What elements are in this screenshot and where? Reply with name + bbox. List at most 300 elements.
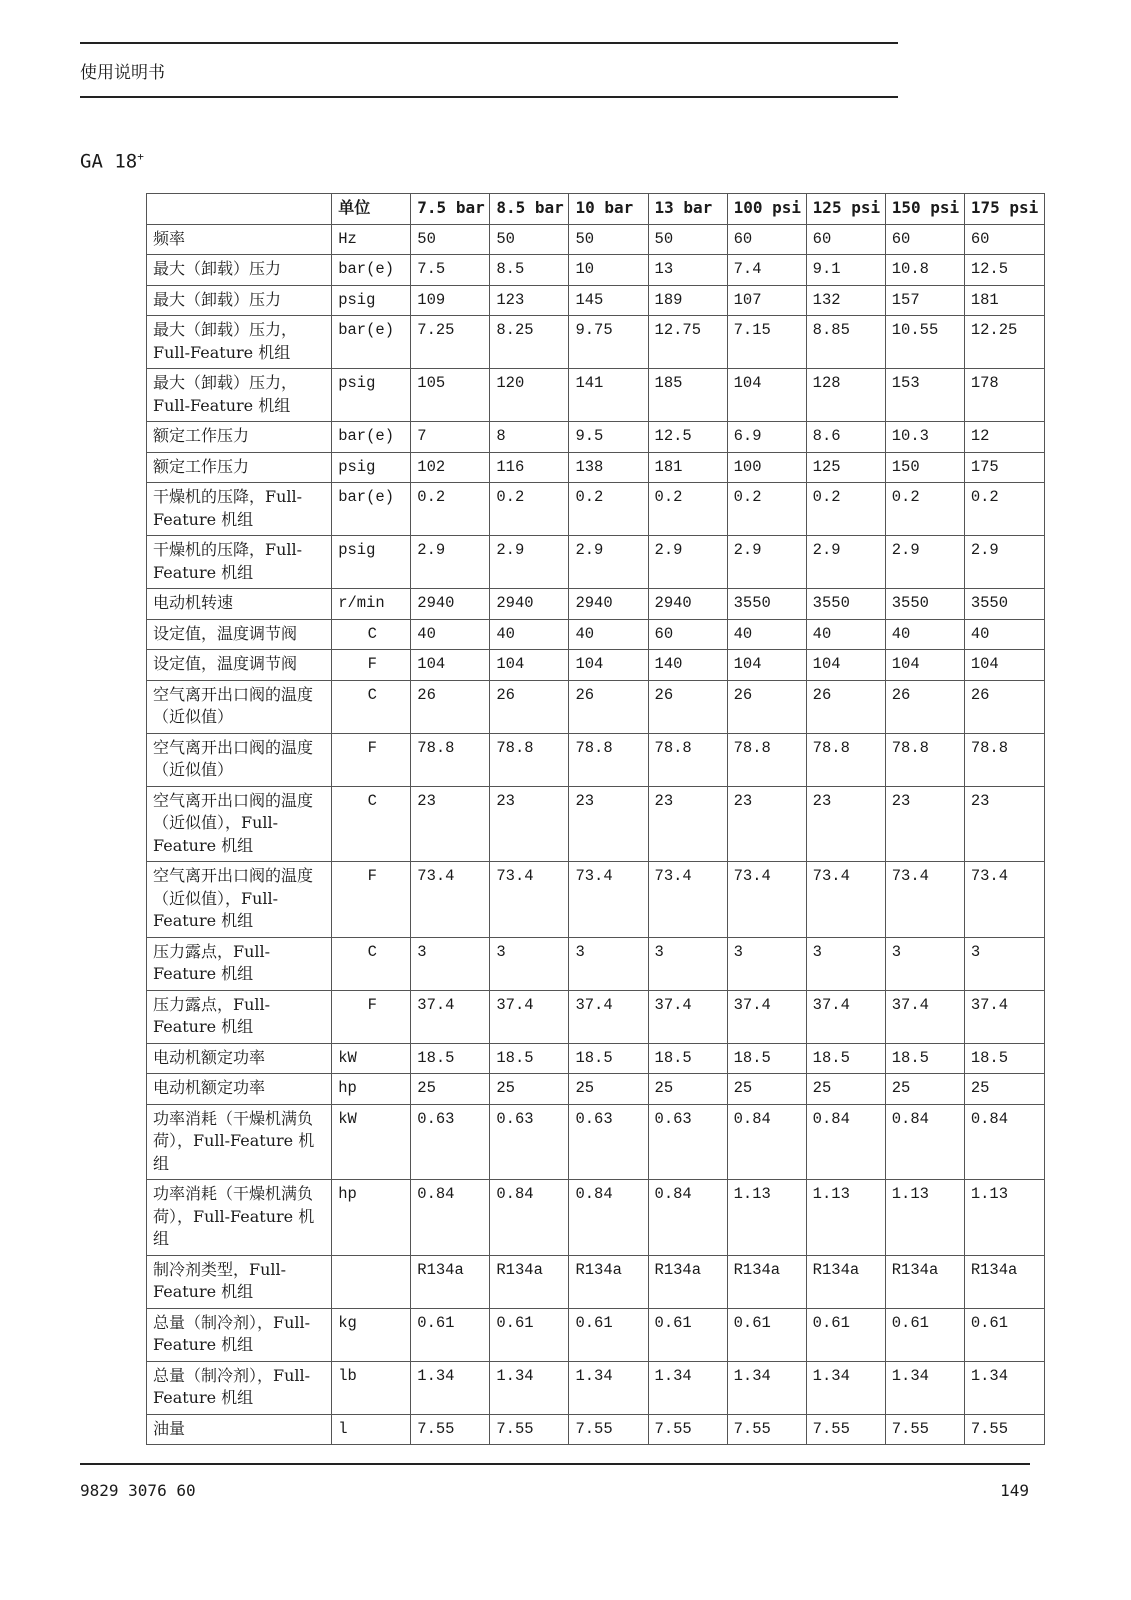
value-cell: 104 [490,650,569,681]
param-cell: 额定工作压力 [147,422,332,453]
value-cell: 153 [885,369,964,422]
model-superscript: + [137,150,144,163]
value-cell: 0.61 [490,1308,569,1361]
value-cell: 7.55 [806,1414,885,1445]
value-cell: 1.34 [727,1361,806,1414]
value-cell: 104 [885,650,964,681]
value-cell: 78.8 [806,733,885,786]
value-cell: 40 [490,619,569,650]
value-cell: 60 [648,619,727,650]
footer-page-number: 149 [1000,1481,1029,1500]
unit-cell: kW [332,1104,411,1180]
value-cell: 0.2 [964,483,1044,536]
value-cell: 26 [411,680,490,733]
param-cell: 总量（制冷剂），Full-Feature 机组 [147,1361,332,1414]
value-cell: 7.55 [490,1414,569,1445]
header-cell-column: 7.5 bar [411,194,490,225]
value-cell: 0.84 [964,1104,1044,1180]
value-cell: 40 [964,619,1044,650]
table-row [147,1074,1045,1105]
model-title [80,150,144,172]
value-cell: 23 [411,786,490,862]
value-cell: 0.2 [569,483,648,536]
unit-cell: C [332,786,411,862]
value-cell: 0.84 [411,1180,490,1256]
table-row [147,224,1045,255]
value-cell: 7.55 [411,1414,490,1445]
value-cell: 18.5 [411,1043,490,1074]
value-cell: R134a [411,1255,490,1308]
table-row [147,285,1045,316]
value-cell: 185 [648,369,727,422]
value-cell: 26 [806,680,885,733]
value-cell: 12.5 [964,255,1044,286]
unit-cell: r/min [332,589,411,620]
value-cell: 12.75 [648,316,727,369]
value-cell: 12.5 [648,422,727,453]
value-cell: 37.4 [727,990,806,1043]
value-cell: 60 [727,224,806,255]
value-cell: 116 [490,452,569,483]
value-cell: 141 [569,369,648,422]
value-cell: 40 [885,619,964,650]
value-cell: 23 [964,786,1044,862]
value-cell: 7.55 [885,1414,964,1445]
param-cell: 设定值，温度调节阀 [147,650,332,681]
table-header-row [147,194,1045,225]
value-cell: 0.84 [727,1104,806,1180]
value-cell: 40 [806,619,885,650]
value-cell: 3550 [727,589,806,620]
value-cell: 104 [411,650,490,681]
value-cell: 78.8 [569,733,648,786]
value-cell: 12 [964,422,1044,453]
header-rule-bottom [80,96,898,98]
value-cell: 23 [727,786,806,862]
value-cell: 0.84 [569,1180,648,1256]
table-row [147,1104,1045,1180]
unit-cell: F [332,990,411,1043]
value-cell: 0.2 [727,483,806,536]
value-cell: 50 [411,224,490,255]
value-cell: 189 [648,285,727,316]
value-cell: 0.84 [490,1180,569,1256]
value-cell: 0.2 [648,483,727,536]
value-cell: 60 [964,224,1044,255]
value-cell: 7.55 [569,1414,648,1445]
unit-cell: kg [332,1308,411,1361]
value-cell: 25 [648,1074,727,1105]
value-cell: 3 [885,937,964,990]
value-cell: 10.3 [885,422,964,453]
table-row [147,862,1045,938]
value-cell: 73.4 [806,862,885,938]
value-cell: 23 [885,786,964,862]
value-cell: 0.2 [490,483,569,536]
value-cell: 40 [569,619,648,650]
value-cell: 50 [490,224,569,255]
unit-cell: kW [332,1043,411,1074]
value-cell: 178 [964,369,1044,422]
value-cell: 23 [648,786,727,862]
value-cell: 37.4 [411,990,490,1043]
value-cell: 73.4 [727,862,806,938]
header-title: 使用说明书 [80,63,165,83]
value-cell: 125 [806,452,885,483]
value-cell: 2940 [569,589,648,620]
value-cell: 0.63 [490,1104,569,1180]
param-cell: 频率 [147,224,332,255]
value-cell: 6.9 [727,422,806,453]
value-cell: R134a [964,1255,1044,1308]
unit-cell: F [332,733,411,786]
unit-cell: C [332,937,411,990]
param-cell: 干燥机的压降，Full-Feature 机组 [147,483,332,536]
unit-cell: Hz [332,224,411,255]
param-cell: 最大（卸载）压力，Full-Feature 机组 [147,369,332,422]
header-cell-column: 175 psi [964,194,1044,225]
value-cell: 60 [885,224,964,255]
table-row [147,937,1045,990]
footer-rule [80,1463,1030,1465]
value-cell: 18.5 [490,1043,569,1074]
value-cell: 120 [490,369,569,422]
table-row [147,619,1045,650]
value-cell: 73.4 [411,862,490,938]
table-row [147,589,1045,620]
param-cell: 功率消耗（干燥机满负荷），Full-Feature 机组 [147,1180,332,1256]
table-row [147,1043,1045,1074]
value-cell: R134a [727,1255,806,1308]
value-cell: 3 [411,937,490,990]
value-cell: 37.4 [490,990,569,1043]
value-cell: 2940 [648,589,727,620]
value-cell: 0.84 [806,1104,885,1180]
value-cell: R134a [806,1255,885,1308]
value-cell: 7.5 [411,255,490,286]
value-cell: 0.84 [648,1180,727,1256]
value-cell: 23 [490,786,569,862]
table-row [147,680,1045,733]
param-cell: 空气离开出口阀的温度（近似值） [147,680,332,733]
param-cell: 压力露点，Full-Feature 机组 [147,990,332,1043]
value-cell: 2940 [490,589,569,620]
unit-cell: psig [332,369,411,422]
value-cell: 10 [569,255,648,286]
table-row [147,1180,1045,1256]
table-row [147,1255,1045,1308]
value-cell: 2.9 [727,536,806,589]
table-row [147,1414,1045,1445]
value-cell: 25 [411,1074,490,1105]
value-cell: 10.55 [885,316,964,369]
value-cell: 0.61 [806,1308,885,1361]
value-cell: 8.5 [490,255,569,286]
param-cell: 功率消耗（干燥机满负荷），Full-Feature 机组 [147,1104,332,1180]
param-cell: 电动机转速 [147,589,332,620]
value-cell: 78.8 [964,733,1044,786]
value-cell: 150 [885,452,964,483]
value-cell: 1.34 [411,1361,490,1414]
table-row [147,255,1045,286]
value-cell: 145 [569,285,648,316]
value-cell: 123 [490,285,569,316]
value-cell: 8.6 [806,422,885,453]
param-cell: 压力露点，Full-Feature 机组 [147,937,332,990]
unit-cell: C [332,619,411,650]
param-cell: 制冷剂类型，Full-Feature 机组 [147,1255,332,1308]
value-cell: 10.8 [885,255,964,286]
value-cell: 78.8 [490,733,569,786]
unit-cell: bar(e) [332,422,411,453]
value-cell: 9.75 [569,316,648,369]
unit-cell: l [332,1414,411,1445]
value-cell: 104 [727,650,806,681]
param-cell: 干燥机的压降，Full-Feature 机组 [147,536,332,589]
value-cell: 3550 [885,589,964,620]
value-cell: 105 [411,369,490,422]
value-cell: 18.5 [885,1043,964,1074]
value-cell: 23 [806,786,885,862]
value-cell: 13 [648,255,727,286]
param-cell: 最大（卸载）压力 [147,285,332,316]
value-cell: 2940 [411,589,490,620]
table-row [147,316,1045,369]
value-cell: 2.9 [964,536,1044,589]
value-cell: R134a [490,1255,569,1308]
value-cell: 0.2 [885,483,964,536]
value-cell: 138 [569,452,648,483]
value-cell: 18.5 [806,1043,885,1074]
value-cell: 40 [727,619,806,650]
value-cell: 26 [727,680,806,733]
value-cell: 7.25 [411,316,490,369]
value-cell: 18.5 [648,1043,727,1074]
unit-cell: F [332,650,411,681]
value-cell: 12.25 [964,316,1044,369]
value-cell: 3550 [806,589,885,620]
value-cell: 37.4 [648,990,727,1043]
value-cell: 175 [964,452,1044,483]
table-row [147,452,1045,483]
value-cell: 26 [490,680,569,733]
value-cell: 104 [964,650,1044,681]
value-cell: 132 [806,285,885,316]
value-cell: 50 [569,224,648,255]
value-cell: 128 [806,369,885,422]
value-cell: 140 [648,650,727,681]
value-cell: 73.4 [648,862,727,938]
value-cell: 78.8 [648,733,727,786]
header-cell-column: 13 bar [648,194,727,225]
table-row [147,483,1045,536]
value-cell: 8 [490,422,569,453]
value-cell: 78.8 [727,733,806,786]
param-cell: 空气离开出口阀的温度（近似值），Full-Feature 机组 [147,786,332,862]
table-row [147,1308,1045,1361]
value-cell: 9.1 [806,255,885,286]
table-row [147,786,1045,862]
value-cell: 104 [806,650,885,681]
value-cell: 2.9 [490,536,569,589]
table-row [147,422,1045,453]
header-cell-column: 150 psi [885,194,964,225]
value-cell: 37.4 [964,990,1044,1043]
value-cell: 26 [964,680,1044,733]
table-row [147,650,1045,681]
unit-cell: hp [332,1074,411,1105]
value-cell: 0.63 [648,1104,727,1180]
value-cell: 3 [648,937,727,990]
param-cell: 最大（卸载）压力 [147,255,332,286]
unit-cell: F [332,862,411,938]
unit-cell: lb [332,1361,411,1414]
value-cell: 73.4 [885,862,964,938]
value-cell: 78.8 [885,733,964,786]
value-cell: 3 [727,937,806,990]
param-cell: 总量（制冷剂），Full-Feature 机组 [147,1308,332,1361]
model-name: GA 18 [80,150,138,173]
table-row [147,1361,1045,1414]
value-cell: 37.4 [569,990,648,1043]
value-cell: 18.5 [964,1043,1044,1074]
value-cell: 181 [648,452,727,483]
value-cell: 2.9 [648,536,727,589]
value-cell: 8.25 [490,316,569,369]
value-cell: 1.13 [727,1180,806,1256]
value-cell: 3 [964,937,1044,990]
header-cell-param [147,194,332,225]
value-cell: 8.85 [806,316,885,369]
footer-doc-number: 9829 3076 60 [80,1481,196,1500]
value-cell: 9.5 [569,422,648,453]
value-cell: 0.84 [885,1104,964,1180]
value-cell: 60 [806,224,885,255]
value-cell: 181 [964,285,1044,316]
value-cell: R134a [648,1255,727,1308]
param-cell: 空气离开出口阀的温度（近似值），Full-Feature 机组 [147,862,332,938]
value-cell: 1.34 [806,1361,885,1414]
value-cell: 1.34 [490,1361,569,1414]
unit-cell: psig [332,285,411,316]
value-cell: 25 [806,1074,885,1105]
value-cell: 104 [569,650,648,681]
value-cell: 18.5 [569,1043,648,1074]
value-cell: 25 [885,1074,964,1105]
value-cell: 7.55 [964,1414,1044,1445]
header-cell-column: 10 bar [569,194,648,225]
value-cell: 100 [727,452,806,483]
value-cell: R134a [885,1255,964,1308]
header-cell-column: 125 psi [806,194,885,225]
spec-table [146,193,1045,1445]
value-cell: 26 [885,680,964,733]
value-cell: 3 [569,937,648,990]
spec-table-body [147,224,1045,1445]
value-cell: 25 [569,1074,648,1105]
header-rule-top [80,42,898,44]
value-cell: 2.9 [806,536,885,589]
value-cell: 37.4 [885,990,964,1043]
unit-cell: bar(e) [332,316,411,369]
value-cell: 0.63 [569,1104,648,1180]
value-cell: 73.4 [964,862,1044,938]
table-row [147,536,1045,589]
header-cell-column: 100 psi [727,194,806,225]
unit-cell: hp [332,1180,411,1256]
table-row [147,369,1045,422]
value-cell: 1.34 [885,1361,964,1414]
value-cell: 26 [648,680,727,733]
table-row [147,733,1045,786]
value-cell: 23 [569,786,648,862]
value-cell: 2.9 [411,536,490,589]
value-cell: 1.34 [964,1361,1044,1414]
value-cell: 0.2 [411,483,490,536]
value-cell: 7.4 [727,255,806,286]
header-cell-column: 8.5 bar [490,194,569,225]
value-cell: 107 [727,285,806,316]
unit-cell: bar(e) [332,255,411,286]
value-cell: 7.55 [727,1414,806,1445]
value-cell: 18.5 [727,1043,806,1074]
value-cell: 0.61 [648,1308,727,1361]
value-cell: 78.8 [411,733,490,786]
value-cell: 73.4 [569,862,648,938]
value-cell: 0.2 [806,483,885,536]
unit-cell: psig [332,452,411,483]
value-cell: 25 [490,1074,569,1105]
value-cell: 73.4 [490,862,569,938]
value-cell: 0.61 [964,1308,1044,1361]
value-cell: 102 [411,452,490,483]
param-cell: 电动机额定功率 [147,1043,332,1074]
value-cell: 0.61 [885,1308,964,1361]
param-cell: 空气离开出口阀的温度（近似值） [147,733,332,786]
unit-cell: bar(e) [332,483,411,536]
value-cell: 1.34 [569,1361,648,1414]
value-cell: 7.15 [727,316,806,369]
value-cell: 50 [648,224,727,255]
value-cell: 25 [727,1074,806,1105]
value-cell: 3 [806,937,885,990]
value-cell: 104 [727,369,806,422]
value-cell: 7 [411,422,490,453]
param-cell: 额定工作压力 [147,452,332,483]
unit-cell: psig [332,536,411,589]
value-cell: 1.34 [648,1361,727,1414]
value-cell: 7.55 [648,1414,727,1445]
value-cell: 1.13 [806,1180,885,1256]
value-cell: 3 [490,937,569,990]
value-cell: 1.13 [885,1180,964,1256]
unit-cell [332,1255,411,1308]
table-row [147,990,1045,1043]
value-cell: 2.9 [569,536,648,589]
param-cell: 油量 [147,1414,332,1445]
param-cell: 最大（卸载）压力，Full-Feature 机组 [147,316,332,369]
value-cell: 3550 [964,589,1044,620]
param-cell: 设定值，温度调节阀 [147,619,332,650]
value-cell: 37.4 [806,990,885,1043]
value-cell: 0.61 [411,1308,490,1361]
header-cell-unit: 单位 [332,194,411,225]
value-cell: 40 [411,619,490,650]
value-cell: R134a [569,1255,648,1308]
value-cell: 1.13 [964,1180,1044,1256]
value-cell: 26 [569,680,648,733]
value-cell: 0.61 [569,1308,648,1361]
